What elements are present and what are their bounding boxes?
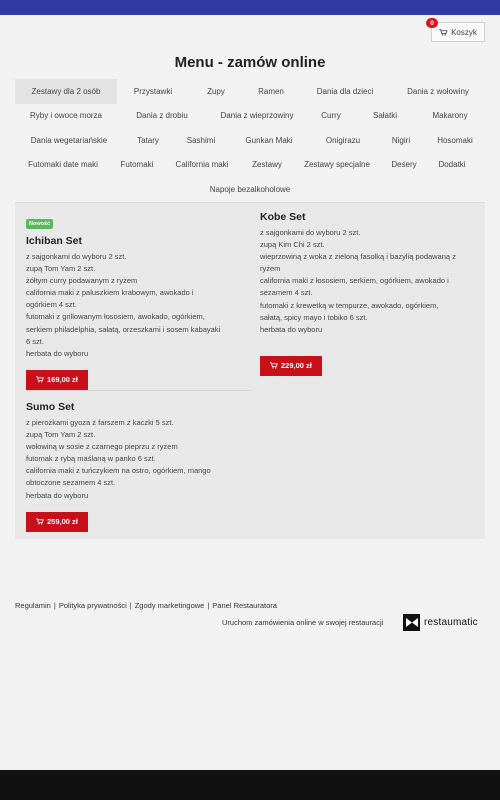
category-tab[interactable]: Hosomaki [437, 135, 473, 145]
menu-item-desc-line: california maki z paluszkiem krabowym, awokado i [26, 288, 194, 298]
menu-item-desc-line: żółtym curry podawanym z ryżem [26, 276, 138, 286]
menu-item-title: Ichiban Set [26, 235, 83, 247]
category-tab[interactable]: Dania wegetariańskie [30, 135, 108, 145]
menu-item-desc-line: herbata do wyboru [260, 324, 323, 334]
footer-cta-text[interactable]: Uruchom zamówienia online w swojej restauracji [222, 618, 384, 627]
category-tab[interactable]: Ryby i owoce morza [29, 111, 103, 121]
restaumatic-logo-icon [403, 614, 420, 631]
footer-link-separator: | [129, 601, 132, 610]
menu-item-desc-line: futomak z rybą maślaną w panko 6 szt. [26, 454, 156, 464]
footer-link-consents[interactable]: Zgody marketingowe [134, 601, 205, 610]
category-tab[interactable]: Desery [391, 160, 417, 170]
category-tab[interactable]: Futomaki date maki [28, 160, 98, 170]
category-tab[interactable]: California maki [175, 160, 229, 170]
menu-item-title: Kobe Set [260, 211, 306, 223]
category-tab[interactable]: Dania z wołowiny [407, 86, 469, 96]
category-tab[interactable]: Tatary [137, 135, 159, 145]
footer-link-restaurant-panel[interactable]: Panel Restauratora [212, 601, 277, 610]
menu-item-desc-line: wołowiną w sosie z czarnego pieprzu z ryżem [26, 442, 178, 452]
menu-item-desc-line: wieprzowiną z woka z zieloną fasolką i bazylią podawaną z [260, 252, 456, 262]
cart-button[interactable] [430, 19, 485, 42]
menu-item-desc-line: herbata do wyboru [26, 490, 89, 500]
top-bar [0, 0, 500, 15]
footer-link-separator: | [207, 601, 210, 610]
category-tab[interactable]: Przystawki [133, 86, 173, 96]
footer-link-privacy[interactable]: Polityka prywatności [58, 601, 127, 610]
add-to-cart-button[interactable] [260, 356, 322, 376]
menu-item-desc-line: z pierożkami gyoza z farszem z kaczki 5 szt. [26, 418, 174, 427]
footer-link-terms[interactable]: Regulamin [15, 601, 51, 610]
category-tab[interactable]: Gunkan Maki [245, 135, 293, 145]
menu-item-desc-line: z sajgonkami do wyboru 2 szt. [26, 252, 127, 261]
bottom-bar [0, 770, 500, 800]
menu-item-desc-line: ogórkiem 4 szt. [26, 300, 77, 310]
category-tab[interactable]: Futomaki [120, 160, 154, 170]
card-separator [26, 390, 250, 391]
menu-item-desc-line: herbata do wyboru [26, 348, 89, 358]
menu-item-card [26, 401, 252, 532]
category-tab[interactable]: Onigirazu [325, 135, 361, 145]
footer-links [15, 601, 277, 610]
menu-item-desc-line: zupą Tom Yam 2 szt. [26, 430, 96, 440]
menu-item-desc-line: futomaki z grillowanym łososiem, awokado, ogórkiem, [26, 312, 205, 322]
category-nav [15, 79, 485, 202]
brand-link[interactable] [403, 614, 478, 631]
price-label: 259,00 zł [47, 517, 78, 527]
category-tab[interactable]: Dania dla dzieci [316, 86, 374, 96]
add-to-cart-button[interactable] [26, 512, 88, 532]
category-tab[interactable]: Nigiri [391, 135, 411, 145]
menu-item-desc-line: serkiem philadelphia, sałatą, orzeszkami i sosem kabayaki [26, 324, 221, 334]
menu-item-desc-line: california maki z tuńczykiem na ostro, ogórkiem, mango [26, 466, 211, 476]
menu-item-desc-line: obtoczone sezamem 4 szt. [26, 478, 116, 488]
category-tab[interactable]: Curry [321, 111, 341, 121]
menu-item-desc-line: sezamem 4 szt. [260, 288, 313, 298]
footer-link-separator: | [53, 601, 56, 610]
category-tab[interactable]: Sałatki [372, 111, 397, 121]
menu-item-desc-line: zupą Tom Yam 2 szt. [26, 264, 96, 274]
page-title: Menu - zamów online [174, 54, 326, 71]
menu-item-desc-line: futomaki z krewetką w tempurze, awokado, ogórkiem, [260, 300, 439, 310]
brand-name: restaumatic [424, 617, 478, 628]
cart-icon [36, 518, 44, 525]
category-tab[interactable]: Napoje bezalkoholowe [209, 184, 291, 194]
menu-item-card [260, 211, 486, 376]
cart-count-badge: 0 [426, 18, 438, 28]
category-tab[interactable]: Dania z wieprzowiny [220, 111, 294, 121]
new-badge: Nowość [26, 219, 53, 229]
menu-item-title: Sumo Set [26, 401, 75, 413]
category-tab[interactable]: Zupy [207, 86, 225, 96]
category-tab[interactable]: Sashimi [186, 135, 216, 145]
menu-item-desc-line: ryżem [260, 264, 281, 274]
menu-item-desc-line: 6 szt. [26, 336, 44, 346]
menu-item-card [26, 212, 252, 390]
category-tab[interactable]: Dania z drobiu [136, 111, 188, 121]
cart-icon [439, 29, 448, 36]
price-label: 229,00 zł [281, 361, 312, 371]
menu-item-desc-line: zupą Kim Chi 2 szt. [260, 240, 325, 250]
category-tab[interactable]: Zestawy specjalne [304, 160, 370, 170]
category-tab[interactable]: Ramen [258, 86, 284, 96]
category-tab[interactable]: Dodatki [438, 160, 466, 170]
cart-icon [270, 362, 278, 369]
menu-item-desc-line: z sajgonkami do wyboru 2 szt. [260, 228, 361, 237]
menu-item-desc-line: sałatą, spicy mayo i tobiko 6 szt. [260, 312, 368, 322]
category-tab[interactable]: Zestawy dla 2 osób [15, 79, 117, 104]
menu-item-desc-line: california maki z łososiem, serkiem, ogórkiem, awokado i [260, 276, 449, 286]
cart-label: Koszyk [451, 27, 477, 37]
category-tab[interactable]: Zestawy [252, 160, 282, 170]
add-to-cart-button[interactable] [26, 370, 88, 390]
cart-icon [36, 376, 44, 383]
price-label: 169,00 zł [47, 375, 78, 385]
category-tab[interactable]: Makarony [432, 111, 468, 121]
